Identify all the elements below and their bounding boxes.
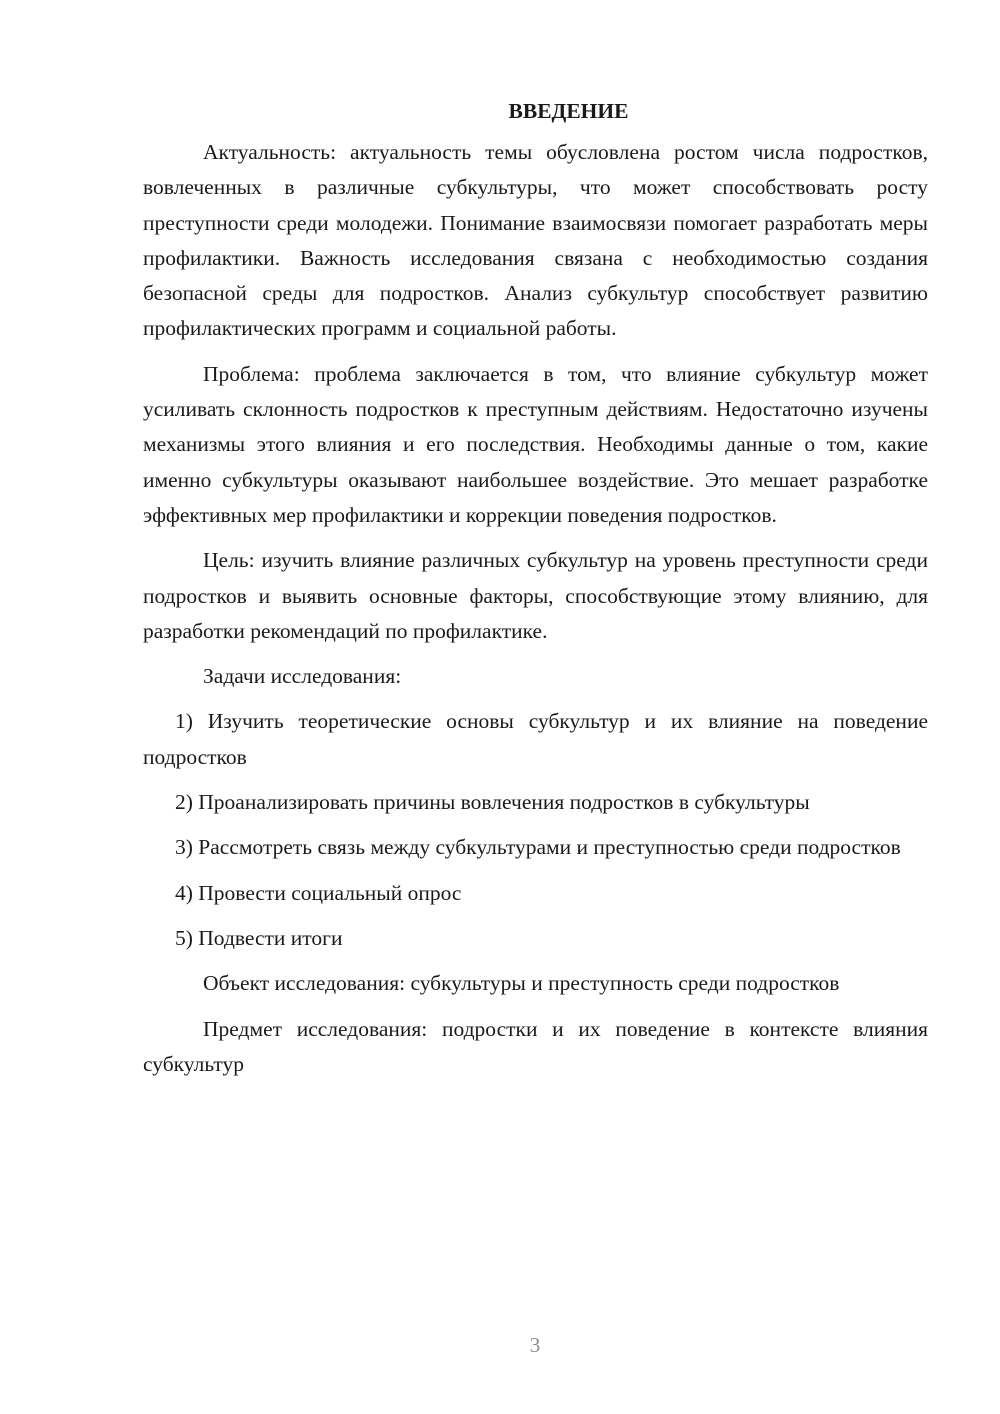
task-item-1: 1) Изучить теоретические основы субкультур и их влияние на поведение подростков — [143, 709, 928, 769]
task-item-3: 3) Рассмотреть связь между субкультурами и преступностью среди подростков — [175, 835, 901, 860]
page-content — [143, 96, 928, 1092]
section-heading: ВВЕДЕНИЕ — [508, 99, 629, 123]
object-paragraph: Объект исследования: субкультуры и преступность среди подростков — [203, 971, 840, 996]
subject-paragraph: Предмет исследования: подростки и их поведение в контексте влияния субкультур — [143, 1016, 928, 1076]
page-number: 3 — [529, 1333, 541, 1357]
problem-paragraph: Проблема: проблема заключается в том, что влияние субкультур может усиливать склонность подростков к преступным действиям. Недостаточно изучены механизмы этого влияния и его последствия. Необходимы данные о том, какие именно субкультуры оказывают наибольшее воздействие. Это мешает разработке эффективных мер профилактики и коррекции поведения подростков. — [143, 361, 928, 527]
tasks-intro: Задачи исследования: — [203, 664, 402, 689]
relevance-paragraph: Актуальность: актуальность темы обусловлена ростом числа подростков, вовлеченных в различные субкультуры, что может способствовать росту преступности среди молодежи. Понимание взаимосвязи помогает разработать меры профилактики. Важность исследования связана с необходимостью создания безопасной среды для подростков. Анализ субкультур способствует развитию профилактических программ и социальной работы. — [143, 140, 928, 341]
task-item-4: 4) Провести социальный опрос — [175, 880, 462, 905]
task-item-2: 2) Проанализировать причины вовлечения подростков в субкультуры — [175, 790, 810, 815]
goal-paragraph: Цель: изучить влияние различных субкультур на уровень преступности среди подростков и выявить основные факторы, способствующие этому влиянию, для разработки рекомендаций по профилактике. — [143, 548, 928, 643]
task-item-5: 5) Подвести итоги — [175, 925, 343, 950]
